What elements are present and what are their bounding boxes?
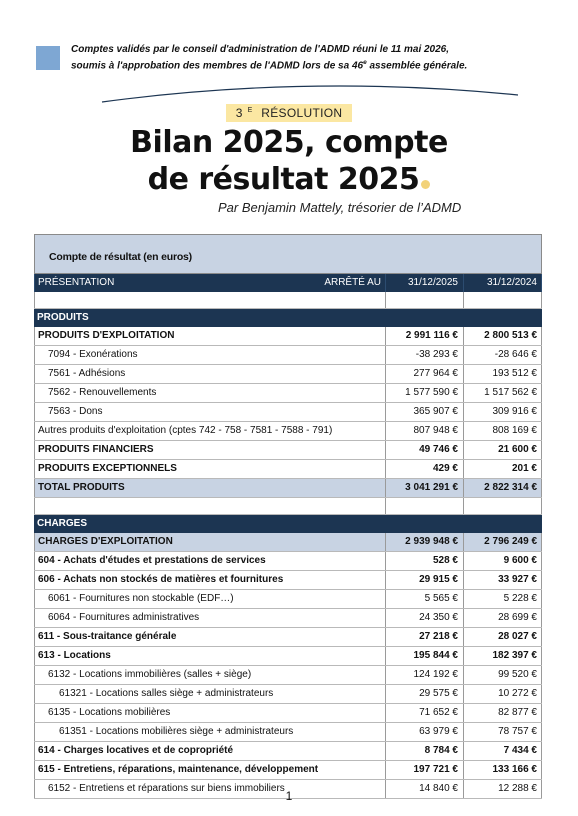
row-label: PRODUITS EXCEPTIONNELS (34, 460, 385, 478)
row-label: PRODUITS (37, 312, 89, 323)
value-2025: 429 € (385, 460, 463, 478)
value-2024: 7 434 € (463, 742, 542, 760)
value-2025: 29 915 € (385, 571, 463, 589)
table-row (34, 384, 542, 403)
table-row (34, 365, 542, 384)
row-label: CHARGES D'EXPLOITATION (34, 533, 385, 551)
row-label: 606 - Achats non stockés de matières et fournitures (34, 571, 385, 589)
table-row (34, 479, 542, 498)
row-label: 615 - Entretiens, réparations, maintenance, développement (34, 761, 385, 779)
table-row (34, 552, 542, 571)
table-row (34, 666, 542, 685)
value-2025: 528 € (385, 552, 463, 570)
value-2024: 82 877 € (463, 704, 542, 722)
value-2024: 201 € (463, 460, 542, 478)
table-row (34, 761, 542, 780)
value-2025: 807 948 € (385, 422, 463, 440)
row-label: 6064 - Fournitures administratives (34, 609, 385, 627)
table-row (34, 441, 542, 460)
row-label (34, 498, 385, 514)
table-row (34, 292, 542, 309)
value-2024: 133 166 € (463, 761, 542, 779)
row-label: PRODUITS D'EXPLOITATION (34, 327, 385, 345)
value-2024 (463, 292, 542, 308)
resolution-badge: 3 $^E$ RÉSOLUTION (0, 104, 578, 122)
row-label: TOTAL PRODUITS (34, 479, 385, 497)
value-2024: 5 228 € (463, 590, 542, 608)
table-row (34, 515, 542, 533)
approval-notice (71, 44, 531, 72)
table-row (34, 403, 542, 422)
value-2025: 195 844 € (385, 647, 463, 665)
table-row (34, 628, 542, 647)
value-2025: 365 907 € (385, 403, 463, 421)
header-arrete: ARRÊTÉ AU (324, 277, 381, 288)
row-label: 6135 - Locations mobilières (34, 704, 385, 722)
value-2024: 2 796 249 € (463, 533, 542, 551)
notice-line-2: soumis à l'approbation des membres de l'ADMD lors de sa 46e assemblée générale. (71, 58, 468, 71)
table-title: Compte de résultat (en euros) (34, 234, 542, 274)
value-2025: 14 840 € (385, 780, 463, 798)
value-2025: 197 721 € (385, 761, 463, 779)
row-label: 6061 - Fournitures non stockable (EDF…) (34, 590, 385, 608)
row-label: PRODUITS FINANCIERS (34, 441, 385, 459)
header-col-2025: 31/12/2025 (385, 274, 463, 292)
income-statement-table (34, 234, 542, 799)
value-2024: -28 646 € (463, 346, 542, 364)
table-row (34, 723, 542, 742)
row-label: 604 - Achats d'études et prestations de services (34, 552, 385, 570)
value-2025: 63 979 € (385, 723, 463, 741)
value-2025: -38 293 € (385, 346, 463, 364)
value-2024: 182 397 € (463, 647, 542, 665)
value-2025 (385, 292, 463, 308)
value-2024: 2 822 314 € (463, 479, 542, 497)
table-row (34, 704, 542, 723)
table-row (34, 571, 542, 590)
value-2024: 10 272 € (463, 685, 542, 703)
row-label: 614 - Charges locatives et de copropriété (34, 742, 385, 760)
value-2024: 193 512 € (463, 365, 542, 383)
value-2025: 5 565 € (385, 590, 463, 608)
row-label: 7561 - Adhésions (34, 365, 385, 383)
row-label: CHARGES (37, 518, 88, 529)
value-2024: 21 600 € (463, 441, 542, 459)
row-label: 613 - Locations (34, 647, 385, 665)
value-2024: 1 517 562 € (463, 384, 542, 402)
value-2025 (385, 309, 463, 327)
value-2024 (463, 515, 542, 533)
value-2024: 309 916 € (463, 403, 542, 421)
table-row (34, 498, 542, 515)
table-row (34, 327, 542, 346)
value-2024: 78 757 € (463, 723, 542, 741)
row-label: 7094 - Exonérations (34, 346, 385, 364)
table-row (34, 309, 542, 327)
row-label (34, 292, 385, 308)
row-label: 6152 - Entretiens et réparations sur biens immobiliers (34, 780, 385, 798)
header-col-2024: 31/12/2024 (463, 274, 542, 292)
page-title: Bilan 2025, compte de résultat 2025 (130, 125, 448, 197)
table-row (34, 346, 542, 365)
row-label: 61321 - Locations salles siège + administrateurs (34, 685, 385, 703)
row-label: 61351 - Locations mobilières siège + administrateurs (34, 723, 385, 741)
value-2024: 9 600 € (463, 552, 542, 570)
value-2025 (385, 515, 463, 533)
value-2025: 277 964 € (385, 365, 463, 383)
value-2024: 808 169 € (463, 422, 542, 440)
table-row (34, 422, 542, 441)
value-2025: 49 746 € (385, 441, 463, 459)
header-presentation: PRÉSENTATION (38, 277, 115, 288)
value-2025: 71 652 € (385, 704, 463, 722)
value-2025: 1 577 590 € (385, 384, 463, 402)
notice-line-1: Comptes validés par le conseil d'administration de l'ADMD réuni le 11 mai 2026, (71, 44, 450, 55)
table-row (34, 647, 542, 666)
table-header-row (34, 274, 542, 292)
table-row (34, 590, 542, 609)
row-label: Autres produits d'exploitation (cptes 742 - 758 - 7581 - 7588 - 791) (34, 422, 385, 440)
table-body (34, 292, 542, 799)
value-2024: 2 800 513 € (463, 327, 542, 345)
value-2024 (463, 309, 542, 327)
row-label: 6132 - Locations immobilières (salles + siège) (34, 666, 385, 684)
value-2025: 29 575 € (385, 685, 463, 703)
value-2024: 99 520 € (463, 666, 542, 684)
value-2025: 3 041 291 € (385, 479, 463, 497)
value-2025: 24 350 € (385, 609, 463, 627)
value-2024: 33 927 € (463, 571, 542, 589)
value-2024: 28 027 € (463, 628, 542, 646)
row-label: 611 - Sous-traitance générale (34, 628, 385, 646)
value-2025: 27 218 € (385, 628, 463, 646)
decorative-square (36, 46, 60, 70)
table-row (34, 609, 542, 628)
table-row (34, 742, 542, 761)
value-2025 (385, 498, 463, 514)
row-label: 7562 - Renouvellements (34, 384, 385, 402)
value-2025: 2 939 948 € (385, 533, 463, 551)
page-number: 1 (285, 789, 293, 803)
table-row (34, 685, 542, 704)
value-2024: 12 288 € (463, 780, 542, 798)
title-dot (421, 180, 430, 189)
value-2024 (463, 498, 542, 514)
value-2025: 2 991 116 € (385, 327, 463, 345)
table-row (34, 460, 542, 479)
value-2025: 124 192 € (385, 666, 463, 684)
value-2024: 28 699 € (463, 609, 542, 627)
value-2025: 8 784 € (385, 742, 463, 760)
byline: Par Benjamin Mattely, trésorier de l’ADMD (218, 200, 462, 215)
table-row (34, 533, 542, 552)
row-label: 7563 - Dons (34, 403, 385, 421)
